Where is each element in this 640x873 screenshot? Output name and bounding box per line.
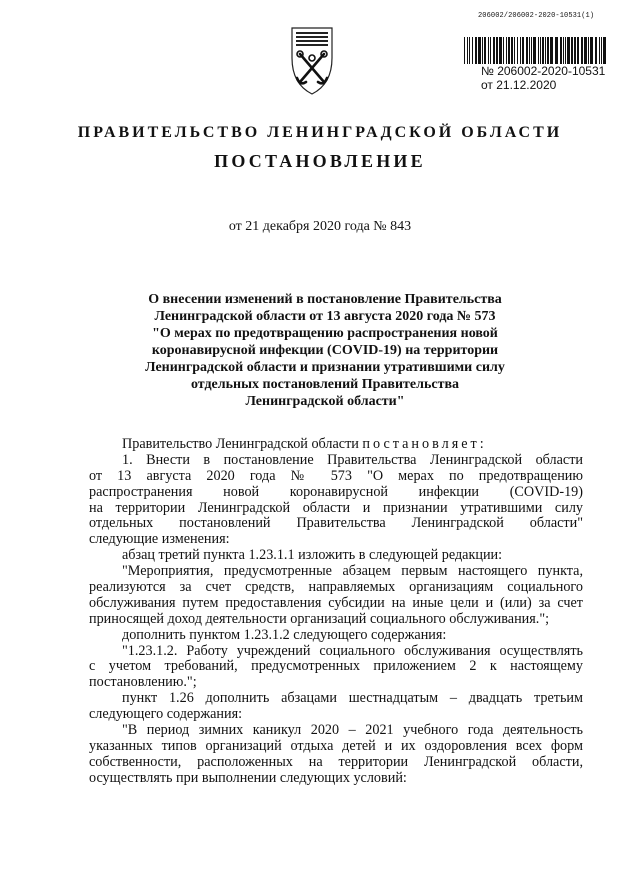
government-title: ПРАВИТЕЛЬСТВО ЛЕНИНГРАДСКОЙ ОБЛАСТИ: [77, 124, 563, 141]
body-line: "1.23.1.2. Работу учреждений социального обслуживания осуществлять: [122, 642, 583, 659]
body-line: осуществлять при выполнении следующих условий:: [89, 769, 407, 786]
subject-line: Ленинградской области": [245, 394, 405, 409]
subject-line: отдельных постановлений Правительства: [190, 377, 460, 392]
body-line: собственности, расположенных на территории Ленинградской области,: [89, 753, 583, 770]
body-line: от 13 августа 2020 года № 573 "О мерах по предотвращению: [89, 467, 583, 484]
resolution-subject: [120, 291, 530, 410]
preamble-text: Правительство Ленинградской области: [122, 436, 359, 452]
preamble-line: [89, 437, 583, 453]
body-line: постановлению.";: [89, 674, 197, 691]
body-line: на территории Ленинградской области и признании утратившими силу: [89, 499, 583, 516]
preamble-action: постановляет:: [362, 436, 487, 452]
body-line: отдельных постановлений Правительства Ленинградской области": [89, 515, 583, 532]
body-line: указанных типов организаций отдыха детей и их оздоровления всех форм: [89, 737, 583, 754]
body-line: пункт 1.26 дополнить абзацами шестнадцатым – двадцать третьим: [122, 690, 583, 707]
body-line: приносящей доход деятельности организаций социального обслуживания.";: [89, 610, 550, 627]
body-line: следующего содержания:: [89, 706, 243, 723]
registration-block: [481, 64, 605, 92]
body-line: следующие изменения:: [89, 531, 230, 548]
body-line: реализуются за счет средств, направляемых организациям социального: [89, 579, 583, 596]
barcode-graphic: [464, 37, 608, 64]
body-line: 1. Внести в постановление Правительства Ленинградской области: [122, 451, 583, 468]
body-line: распространения новой коронавирусной инфекции (COVID-19): [89, 483, 583, 500]
subject-line: О внесении изменений в постановление Правительства: [148, 292, 502, 307]
body-line: с учетом требований, предусмотренных приложением 2 к настоящему: [89, 658, 583, 675]
subject-line: Ленинградской области и признании утратившими силу: [145, 360, 505, 375]
resolution-body: [89, 437, 583, 787]
body-line: обслуживания путем предоставления субсидии на иные цели и (или) за счет: [89, 594, 583, 611]
registration-date: от 21.12.2020: [481, 78, 557, 92]
subject-line: "О мерах по предотвращению распространения новой: [152, 326, 498, 341]
body-line: дополнить пунктом 1.23.1.2 следующего содержания:: [122, 626, 447, 643]
body-line: абзац третий пункта 1.23.1.1 изложить в следующей редакции:: [122, 547, 503, 564]
body-line: "В период зимних каникул 2020 – 2021 учебного года деятельность: [122, 722, 583, 739]
subject-line: Ленинградской области от 13 августа 2020 года № 573: [154, 309, 496, 324]
body-line: "Мероприятия, предусмотренные абзацем первым настоящего пункта,: [122, 563, 583, 580]
document-code: 206002/206002-2020-10531(1): [478, 12, 595, 20]
resolution-date-number: от 21 декабря 2020 года № 843: [228, 219, 412, 234]
coat-of-arms-emblem: [282, 24, 342, 96]
subject-line: коронавирусной инфекции (COVID-19) на территории: [151, 343, 499, 358]
document-type-heading: ПОСТАНОВЛЕНИЕ: [214, 151, 426, 171]
registration-number: № 206002-2020-10531: [481, 64, 606, 78]
